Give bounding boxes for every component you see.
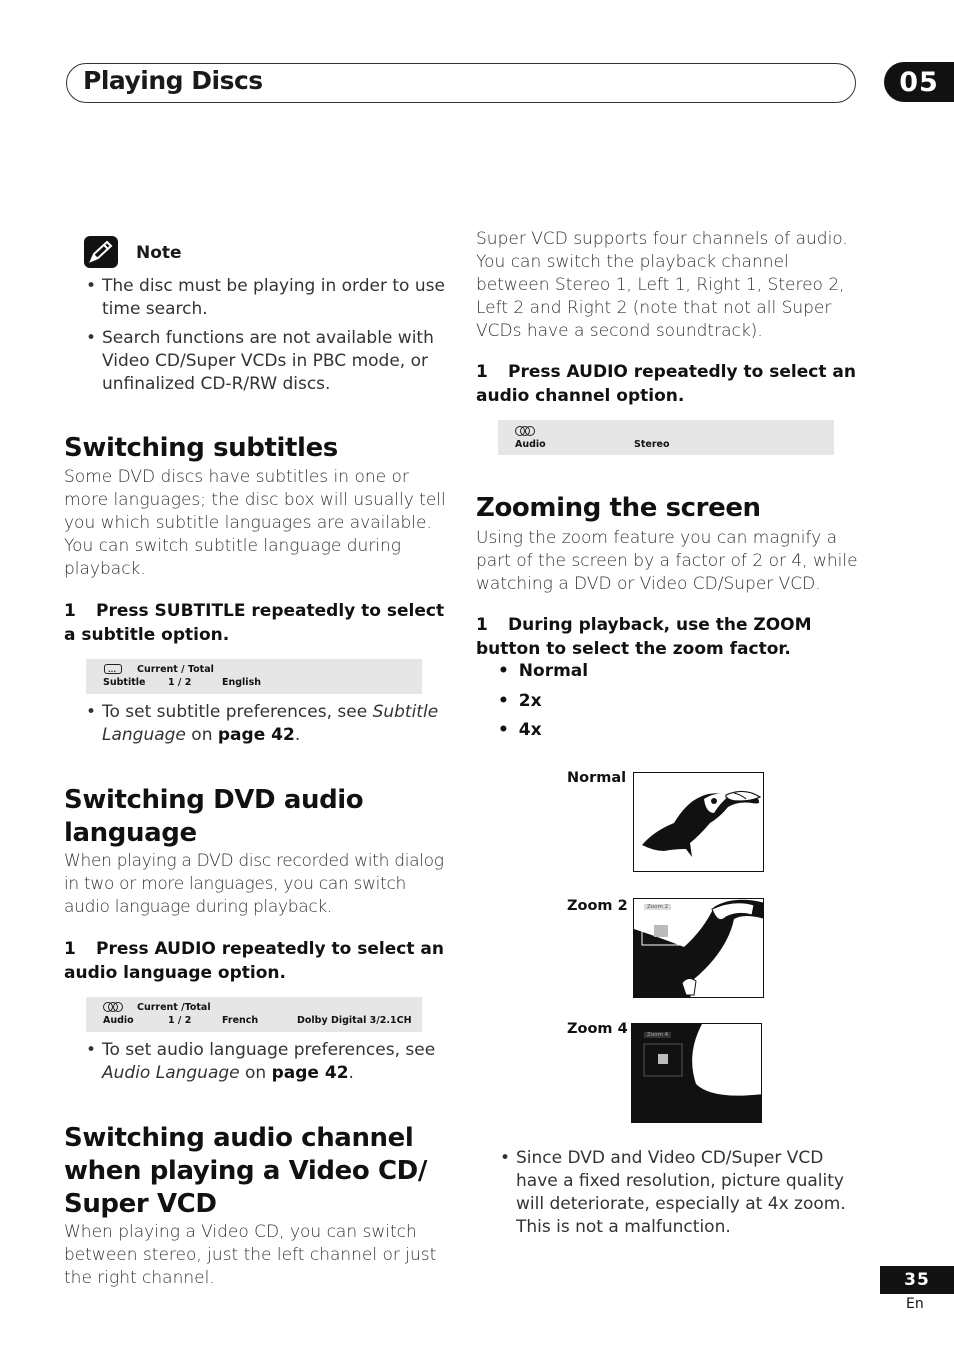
note-pencil-icon [84, 236, 118, 268]
page-number: 35 [880, 1266, 954, 1294]
osd-count: 1 / 2 [168, 1015, 192, 1026]
step-text: During playback, use the ZOOM button to select the zoom factor. [476, 615, 812, 659]
audio-icon [515, 426, 535, 436]
tip-text: . [294, 725, 301, 745]
dvd-audio-tip [84, 1039, 454, 1091]
subtitles-intro: Some DVD discs have subtitles in one or more languages; the disc box will usually tell you which subtitle languages are available. You can switch subtitle language during playback. [64, 467, 446, 579]
tip-item [84, 1039, 454, 1085]
subtitles-step [64, 600, 449, 647]
subtitles-tip [84, 701, 454, 753]
zoom-intro: Using the zoom feature you can magnify a part of the screen by a factor of 2 or 4, while watching a DVD or Video CD/Super VCD. [476, 528, 858, 594]
tip-text: To set audio language preferences, see [102, 1040, 436, 1060]
subtitle-icon [104, 664, 122, 674]
note-item: • The disc must be playing in order to use time search. [84, 275, 454, 321]
zoom-label-4: Zoom 4 [567, 1021, 628, 1037]
zoom-label-normal: Normal [567, 770, 627, 786]
zoom-option: • 2x [498, 691, 542, 711]
dvd-audio-step [64, 938, 449, 985]
step-text: Press AUDIO repeatedly to select an audio channel option. [476, 362, 856, 406]
toucan-zoom2-image [633, 898, 764, 998]
subtitle-language-link[interactable]: Subtitle Language [102, 702, 439, 745]
vcd-audio-heading [64, 1122, 427, 1221]
heading-line: Switching DVD audio [64, 785, 364, 815]
osd-count: 1 / 2 [168, 677, 192, 688]
subtitle-osd [86, 659, 422, 694]
step-number: 1 [476, 362, 488, 382]
zoom-option-label: Normal [518, 661, 589, 681]
dvd-audio-heading [64, 784, 363, 850]
zoom-option: • Normal [498, 661, 589, 681]
tip-text: . [348, 1063, 354, 1083]
audio-language-link[interactable]: Audio Language [102, 1063, 240, 1083]
page-title: Playing Discs [83, 66, 263, 95]
heading-line: Super VCD [64, 1189, 217, 1219]
audio-language-osd [86, 997, 422, 1032]
tip-text: on [185, 725, 218, 745]
vcd-audio-intro: When playing a Video CD, you can switch between stereo, just the left channel or just the right channel. [64, 1222, 437, 1288]
zoom-option-label: 2x [518, 691, 542, 711]
step-text: Press SUBTITLE repeatedly to select a subtitle option. [64, 601, 445, 645]
tip-item [84, 701, 454, 747]
zoom-note [498, 1147, 848, 1245]
tip-text: on [239, 1063, 272, 1083]
toucan-normal-image [633, 772, 764, 872]
osd-label: Audio [103, 1015, 134, 1026]
tip-text: To set subtitle preferences, see [102, 702, 373, 722]
note-list [84, 275, 454, 402]
osd-format: Dolby Digital 3/2.1CH [297, 1015, 412, 1026]
vcd-audio-intro-2: Super VCD supports four channels of audio. You can switch the playback channel between Stereo 1, Left 1, Right 1, Stereo 2, Left 2 and Right 2 (note that not all Super VCDs have a second soundtrack). [476, 229, 848, 341]
zoom2-osd-label: Zoom 2 [644, 904, 671, 910]
step-number: 1 [64, 939, 76, 959]
step-number: 1 [64, 601, 76, 621]
heading-line: language [64, 818, 197, 848]
heading-line: Switching audio channel [64, 1123, 414, 1153]
zoom-heading: Zooming the screen [476, 493, 761, 523]
chapter-badge: 05 [884, 62, 954, 102]
dvd-audio-intro: When playing a DVD disc recorded with dialog in two or more languages, you can switch audio language during playback. [64, 851, 444, 917]
vcd-audio-step [476, 361, 861, 408]
zoom4-osd-label: Zoom 4 [644, 1032, 671, 1038]
note-item: • Search functions are not available with Video CD/Super VCDs in PBC mode, or unfinalized CD-R/RW discs. [84, 327, 454, 396]
osd-header: Current /Total [137, 1002, 211, 1013]
step-text: Press AUDIO repeatedly to select an audio language option. [64, 939, 444, 983]
osd-label: Subtitle [103, 677, 146, 688]
heading-line: when playing a Video CD/ [64, 1156, 427, 1186]
svg-text:...: ... [108, 666, 116, 673]
subtitles-heading: Switching subtitles [64, 433, 338, 463]
zoom-option-label: 4x [518, 720, 542, 740]
zoom-note-item: • Since DVD and Video CD/Super VCD have a fixed resolution, picture quality will deteriorate, especially at 4x zoom. This is not a malfunction. [498, 1147, 848, 1239]
zoom-step [476, 614, 861, 661]
osd-value: English [222, 677, 261, 688]
page-ref[interactable]: page 42 [271, 1063, 349, 1083]
audio-channel-osd [498, 420, 834, 455]
osd-label: Audio [515, 439, 546, 450]
osd-header: Current / Total [137, 664, 214, 675]
language-code: En [906, 1296, 924, 1312]
page-ref[interactable]: page 42 [217, 725, 295, 745]
step-number: 1 [476, 615, 488, 635]
zoom-label-2: Zoom 2 [567, 898, 628, 914]
note-label: Note [136, 243, 182, 263]
osd-value: French [222, 1015, 259, 1026]
zoom-option: • 4x [498, 720, 542, 740]
toucan-zoom4-image [631, 1023, 762, 1123]
osd-value: Stereo [634, 439, 670, 450]
audio-icon [103, 1002, 123, 1012]
